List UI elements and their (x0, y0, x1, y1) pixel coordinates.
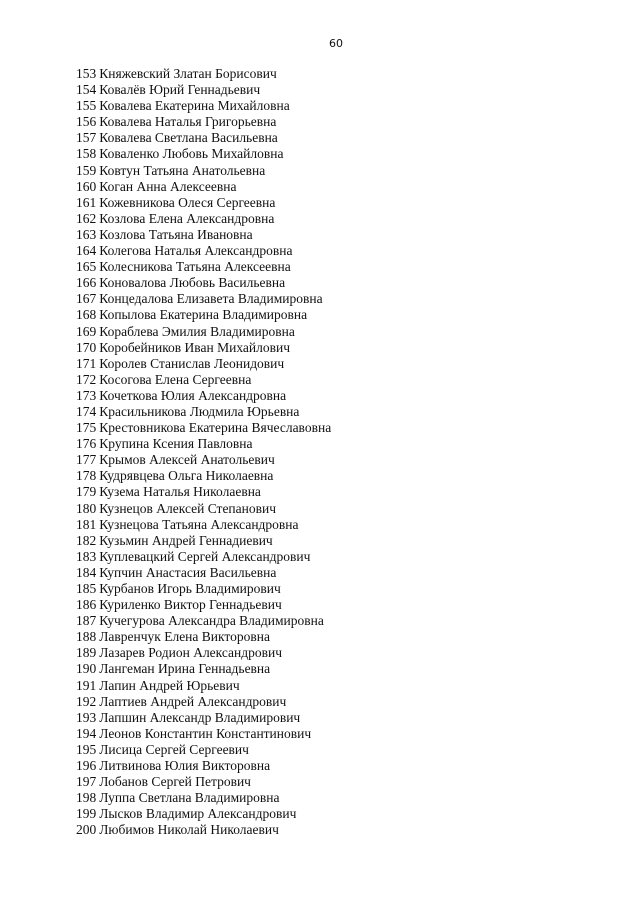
list-item (76, 501, 331, 517)
list-item-name: Кузнецов Алексей Степанович (99, 500, 277, 516)
list-item-name: Лангеман Ирина Геннадьевна (99, 661, 271, 677)
list-item (76, 726, 331, 742)
list-item (76, 420, 331, 436)
list-item-number: 179 (76, 484, 97, 500)
list-item-number: 159 (76, 162, 97, 178)
list-item-name: Коробейников Иван Михайлович (99, 339, 290, 355)
name-list (76, 66, 331, 839)
list-item-name: Колегова Наталья Александровна (99, 243, 293, 259)
list-item-name: Королев Станислав Леонидович (99, 355, 285, 371)
list-item (76, 645, 331, 661)
list-item-number: 199 (76, 806, 97, 822)
list-item-name: Крупина Ксения Павловна (99, 436, 253, 452)
list-item-name: Кузема Наталья Николаевна (99, 484, 261, 500)
list-item-name: Кузьмин Андрей Геннадиевич (99, 532, 273, 548)
list-item-name: Лапин Андрей Юрьевич (99, 677, 240, 693)
list-item (76, 758, 331, 774)
list-item-name: Лисица Сергей Сергеевич (99, 741, 249, 757)
list-item (76, 484, 331, 500)
list-item (76, 597, 331, 613)
list-item-name: Коган Анна Алексеевна (99, 178, 237, 194)
list-item (76, 694, 331, 710)
list-item-name: Куплевацкий Сергей Александрович (99, 548, 311, 564)
list-item-number: 194 (76, 725, 97, 741)
list-item (76, 517, 331, 533)
list-item (76, 533, 331, 549)
list-item-name: Кораблева Эмилия Владимировна (99, 323, 295, 339)
list-item-number: 189 (76, 645, 97, 661)
list-item-number: 176 (76, 436, 97, 452)
list-item (76, 822, 331, 838)
list-item-number: 200 (76, 822, 97, 838)
list-item-number: 180 (76, 500, 97, 516)
list-item-name: Купчин Анастасия Васильевна (99, 564, 277, 580)
list-item (76, 404, 331, 420)
list-item-number: 172 (76, 371, 97, 387)
list-item (76, 790, 331, 806)
list-item-name: Лазарев Родион Александрович (99, 645, 283, 661)
list-item (76, 774, 331, 790)
list-item-name: Лобанов Сергей Петрович (99, 774, 251, 790)
list-item-name: Княжевский Златан Борисович (99, 66, 277, 81)
list-item (76, 629, 331, 645)
list-item-number: 175 (76, 420, 97, 436)
list-item-number: 161 (76, 194, 97, 210)
list-item-number: 186 (76, 597, 97, 613)
list-item-name: Коваленко Любовь Михайловна (99, 146, 284, 162)
list-item-number: 178 (76, 468, 97, 484)
list-item (76, 259, 331, 275)
list-item-name: Луппа Светлана Владимировна (99, 790, 280, 806)
list-item-number: 163 (76, 226, 97, 242)
list-item (76, 678, 331, 694)
list-item-number: 154 (76, 82, 97, 98)
list-item (76, 179, 331, 195)
list-item-name: Крестовникова Екатерина Вячеславовна (99, 420, 332, 436)
list-item-name: Ковалёв Юрий Геннадьевич (99, 82, 261, 98)
list-item-number: 183 (76, 548, 97, 564)
list-item-name: Козлова Татьяна Ивановна (99, 226, 253, 242)
list-item-name: Красильникова Людмила Юрьевна (99, 403, 300, 419)
list-item-number: 166 (76, 275, 97, 291)
list-item (76, 356, 331, 372)
list-item-name: Кожевникова Олеся Сергеевна (99, 194, 276, 210)
list-item (76, 82, 331, 98)
list-item-number: 185 (76, 581, 97, 596)
list-item-number: 192 (76, 693, 97, 709)
list-item-name: Литвинова Юлия Викторовна (99, 758, 271, 774)
list-item (76, 211, 331, 227)
list-item (76, 661, 331, 677)
list-item-name: Кочеткова Юлия Александровна (99, 387, 287, 403)
list-item-name: Косогова Елена Сергеевна (99, 371, 252, 387)
list-item-number: 168 (76, 307, 97, 323)
list-item (76, 130, 331, 146)
list-item (76, 372, 331, 388)
list-item-number: 174 (76, 403, 97, 419)
list-item-number: 156 (76, 114, 97, 130)
list-item-name: Кузнецова Татьяна Александровна (99, 516, 299, 532)
list-item-name: Ковалева Наталья Григорьевна (99, 114, 277, 130)
list-item-name: Кучегурова Александра Владимировна (99, 613, 324, 629)
list-item (76, 291, 331, 307)
list-item-name: Кудрявцева Ольга Николаевна (99, 468, 274, 484)
list-item-name: Лаптиев Андрей Александрович (99, 693, 287, 709)
list-item-name: Ковалева Екатерина Михайловна (99, 98, 290, 114)
list-item (76, 710, 331, 726)
list-item-name: Копылова Екатерина Владимировна (99, 307, 308, 323)
list-item-number: 158 (76, 146, 97, 162)
list-item-name: Концедалова Елизавета Владимировна (99, 291, 323, 307)
list-item (76, 742, 331, 758)
list-item-number: 165 (76, 259, 97, 275)
list-item-number: 167 (76, 291, 97, 307)
list-item (76, 324, 331, 340)
list-item-name: Лысков Владимир Александрович (99, 806, 297, 822)
list-item-name: Крымов Алексей Анатольевич (99, 452, 275, 468)
list-item-number: 155 (76, 98, 97, 114)
list-item (76, 581, 331, 597)
list-item (76, 98, 331, 114)
list-item-number: 196 (76, 758, 97, 774)
list-item-number: 160 (76, 178, 97, 194)
list-item (76, 388, 331, 404)
list-item-number: 198 (76, 790, 97, 806)
list-item-number: 191 (76, 677, 97, 693)
list-item-name: Козлова Елена Александровна (99, 210, 275, 226)
list-item-number: 197 (76, 774, 97, 790)
list-item (76, 307, 331, 323)
list-item-name: Ковтун Татьяна Анатольевна (99, 162, 266, 178)
list-item-number: 171 (76, 355, 97, 371)
list-item (76, 114, 331, 130)
list-item-number: 184 (76, 564, 97, 580)
list-item-number: 190 (76, 661, 97, 677)
list-item-number: 162 (76, 210, 97, 226)
list-item (76, 243, 331, 259)
list-item-number: 153 (76, 66, 97, 81)
list-item (76, 340, 331, 356)
list-item (76, 613, 331, 629)
list-item (76, 163, 331, 179)
list-item-name: Колесникова Татьяна Алексеевна (99, 259, 291, 275)
list-item (76, 468, 331, 484)
list-item-number: 164 (76, 243, 97, 259)
list-item (76, 549, 331, 565)
list-item-number: 182 (76, 532, 97, 548)
page-number: 60 (329, 37, 343, 50)
list-item-number: 195 (76, 741, 97, 757)
list-item (76, 806, 331, 822)
list-item-name: Леонов Константин Константинович (99, 725, 312, 741)
list-item-name: Куриленко Виктор Геннадьевич (99, 597, 282, 613)
list-item-name: Лавренчук Елена Викторовна (99, 629, 270, 645)
list-item (76, 227, 331, 243)
list-item-number: 177 (76, 452, 97, 468)
list-item-name: Коновалова Любовь Васильевна (99, 275, 286, 291)
list-item (76, 146, 331, 162)
list-item-number: 170 (76, 339, 97, 355)
list-item (76, 66, 331, 82)
list-item-number: 187 (76, 613, 97, 629)
list-item (76, 195, 331, 211)
list-item-number: 193 (76, 709, 97, 725)
list-item (76, 452, 331, 468)
list-item-name: Курбанов Игорь Владимирович (99, 581, 281, 596)
list-item (76, 436, 331, 452)
list-item-number: 157 (76, 130, 97, 146)
list-item (76, 275, 331, 291)
list-item-name: Любимов Николай Николаевич (99, 822, 279, 838)
list-item-number: 173 (76, 387, 97, 403)
list-item-number: 169 (76, 323, 97, 339)
list-item-number: 181 (76, 516, 97, 532)
list-item-name: Лапшин Александр Владимирович (99, 709, 301, 725)
list-item-name: Ковалева Светлана Васильевна (99, 130, 278, 146)
list-item-number: 188 (76, 629, 97, 645)
list-item (76, 565, 331, 581)
